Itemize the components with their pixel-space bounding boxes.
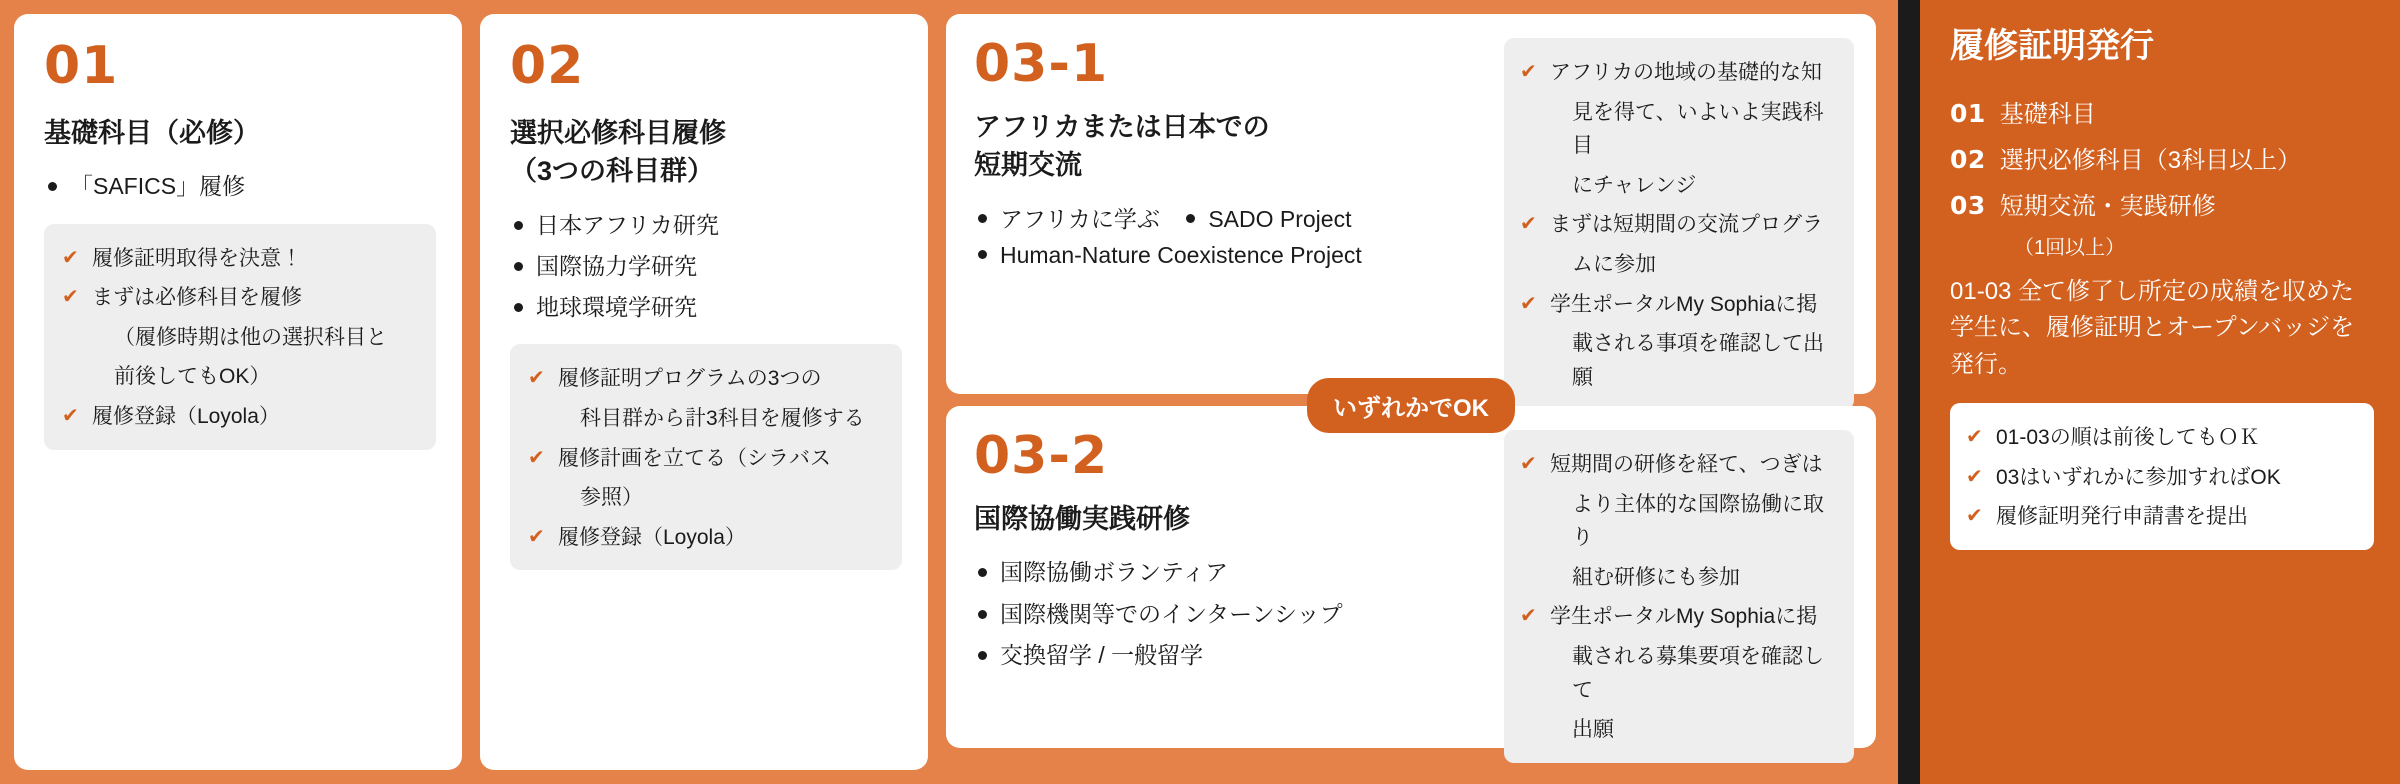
note-text: ムに参加 [1572, 252, 1656, 276]
step-title-01: 基礎科目（必修） [44, 118, 260, 148]
check-icon: ✔ [1520, 61, 1537, 83]
list-item [1950, 141, 2374, 179]
list-item [1520, 96, 1836, 163]
note-text: 短期間の研修を経て、つぎは [1550, 453, 1823, 476]
check-icon: ✔ [62, 246, 79, 269]
list-item [1520, 169, 1836, 203]
step-card-03-1 [946, 14, 1876, 394]
either-ok-badge: いずれかでOK [1307, 378, 1515, 433]
step-notes-03-2 [1504, 430, 1854, 763]
step-number-02: 02 [510, 36, 585, 96]
step-card-02 [480, 14, 928, 770]
list-item: 国際協働ボランティア [974, 554, 1488, 591]
requirement-text: 選択必修科目（3科目以上） [1999, 146, 2302, 174]
check-icon: ✔ [528, 446, 545, 469]
list-item: 国際機関等でのインターンシップ [974, 596, 1488, 633]
check-icon: ✔ [528, 367, 545, 390]
list-item [1520, 640, 1836, 707]
list-item [1520, 208, 1836, 242]
note-text: 03はいずれかに参加すればOK [1996, 465, 2281, 489]
step-title-02 [510, 114, 902, 191]
step-title-03-2: 国際協働実践研修 [974, 504, 1190, 534]
list-item [1520, 488, 1836, 555]
note-text: 学生ポータルMy Sophiaに掲 [1550, 292, 1818, 316]
certificate-description: 01-03 全て修了し所定の成績を収めた学生に、履修証明とオープンバッジを発行。 [1950, 277, 2355, 378]
check-icon: ✔ [1520, 453, 1537, 475]
list-item: Human-Nature Coexistence Project [974, 237, 1470, 274]
certificate-requirements [1950, 95, 2374, 225]
list-item [1520, 713, 1836, 747]
list-item: 地球環境学研究 [510, 289, 902, 326]
list-item: アフリカに学ぶ [974, 201, 1160, 238]
list-item [1966, 421, 2356, 455]
list-item [528, 442, 882, 476]
list-item [1950, 187, 2374, 225]
list-item: SADO Project [1182, 201, 1351, 238]
requirement-text: 短期交流・実践研修 [1999, 192, 2216, 220]
note-text: 参照） [580, 486, 643, 510]
check-icon: ✔ [1520, 213, 1537, 236]
certificate-notes [1950, 403, 2374, 550]
list-item: 日本アフリカ研究 [510, 207, 902, 244]
step-number-03-1: 03-1 [974, 34, 1109, 94]
step-03-2-content [974, 426, 1488, 728]
check-icon: ✔ [528, 525, 545, 548]
list-item [528, 481, 882, 515]
note-text: まずは必修科目を履修 [92, 286, 302, 310]
list-item [1520, 561, 1836, 595]
list-item [1950, 95, 2374, 133]
note-text: にチャレンジ [1572, 173, 1697, 197]
note-text: 履修証明プログラムの3つの [558, 367, 822, 391]
step-bullets-02 [510, 207, 902, 327]
list-item [62, 360, 416, 394]
step-group-03 [946, 14, 1876, 770]
step-title-line2: 短期交流 [974, 150, 1082, 181]
list-item [62, 281, 416, 315]
step-title-line1: 選択必修科目履修 [510, 118, 726, 148]
step-card-01 [14, 14, 462, 770]
note-text: アフリカの地域の基礎的な知 [1550, 61, 1822, 84]
note-text: 科目群から計3科目を履修する [580, 407, 865, 430]
check-icon: ✔ [62, 286, 79, 309]
list-item [1520, 327, 1836, 394]
list-item [1966, 461, 2356, 495]
note-text: 履修登録（Loyola） [558, 525, 746, 549]
list-item [1520, 288, 1836, 322]
check-icon: ✔ [1966, 465, 1983, 488]
step-card-03-2 [946, 406, 1876, 748]
check-icon: ✔ [1966, 426, 1983, 449]
note-text: 前後してもOK） [114, 365, 271, 389]
note-text: 履修計画を立てる（シラバス [558, 446, 831, 470]
step-notes-03-1 [1504, 38, 1854, 410]
requirement-text: 基礎科目 [1999, 100, 2096, 128]
check-icon: ✔ [1520, 292, 1537, 315]
list-item: 交換留学 / 一般留学 [974, 637, 1488, 674]
list-item [1520, 56, 1836, 90]
check-icon: ✔ [62, 404, 79, 427]
list-item [1520, 600, 1836, 634]
certificate-panel [1920, 0, 2400, 784]
list-item: 国際協力学研究 [510, 248, 902, 285]
note-text: 載される事項を確認して出願 [1572, 332, 1824, 389]
note-text: まずは短期間の交流プログラ [1550, 213, 1823, 237]
list-item [62, 400, 416, 434]
check-icon: ✔ [1966, 505, 1983, 528]
list-item [62, 242, 416, 276]
note-text: より主体的な国際協働に取り [1572, 492, 1824, 550]
note-text: 出願 [1572, 718, 1614, 742]
panel-divider [1898, 0, 1920, 784]
step-number-01: 01 [44, 36, 119, 96]
step-03-1-content [974, 34, 1488, 374]
requirement-subnote: （1回以上） [2014, 236, 2126, 259]
step-notes-02 [510, 344, 902, 570]
list-item [1966, 500, 2356, 534]
note-text: 見を得て、いよいよ実践科目 [1572, 100, 1824, 158]
step-title-line2: （3つの科目群） [510, 156, 715, 187]
note-text: 01-03の順は前後してもＯＫ [1996, 426, 2260, 450]
requirement-number: 02 [1950, 144, 1986, 174]
note-text: 載される募集要項を確認して [1572, 644, 1824, 702]
list-item [62, 321, 416, 355]
note-text: （履修時期は他の選択科目と [114, 325, 387, 349]
list-item [528, 402, 882, 436]
note-text: 学生ポータルMy Sophiaに掲 [1550, 605, 1818, 629]
note-text: 履修証明取得を決意！ [92, 246, 302, 270]
list-item [1520, 448, 1836, 482]
step-number-03-2: 03-2 [974, 426, 1109, 486]
list-item [528, 362, 882, 396]
check-icon: ✔ [1520, 605, 1537, 628]
step-title-line1: アフリカまたは日本での [974, 112, 1270, 142]
list-item [1520, 248, 1836, 282]
note-text: 履修登録（Loyola） [92, 404, 280, 428]
note-text: 組む研修にも参加 [1572, 565, 1740, 589]
list-item [528, 521, 882, 555]
requirement-number: 03 [1950, 190, 1986, 220]
step-notes-01 [44, 224, 436, 450]
requirement-number: 01 [1950, 98, 1986, 128]
step-bullets-03-2 [974, 554, 1488, 674]
step-bullets-01 [44, 168, 436, 205]
certificate-title: 履修証明発行 [1950, 27, 2154, 65]
list-item: 「SAFICS」履修 [44, 168, 436, 205]
step-bullets-03-1 [974, 201, 1488, 275]
step-title-03-1 [974, 108, 1488, 185]
note-text: 履修証明発行申請書を提出 [1996, 505, 2248, 529]
